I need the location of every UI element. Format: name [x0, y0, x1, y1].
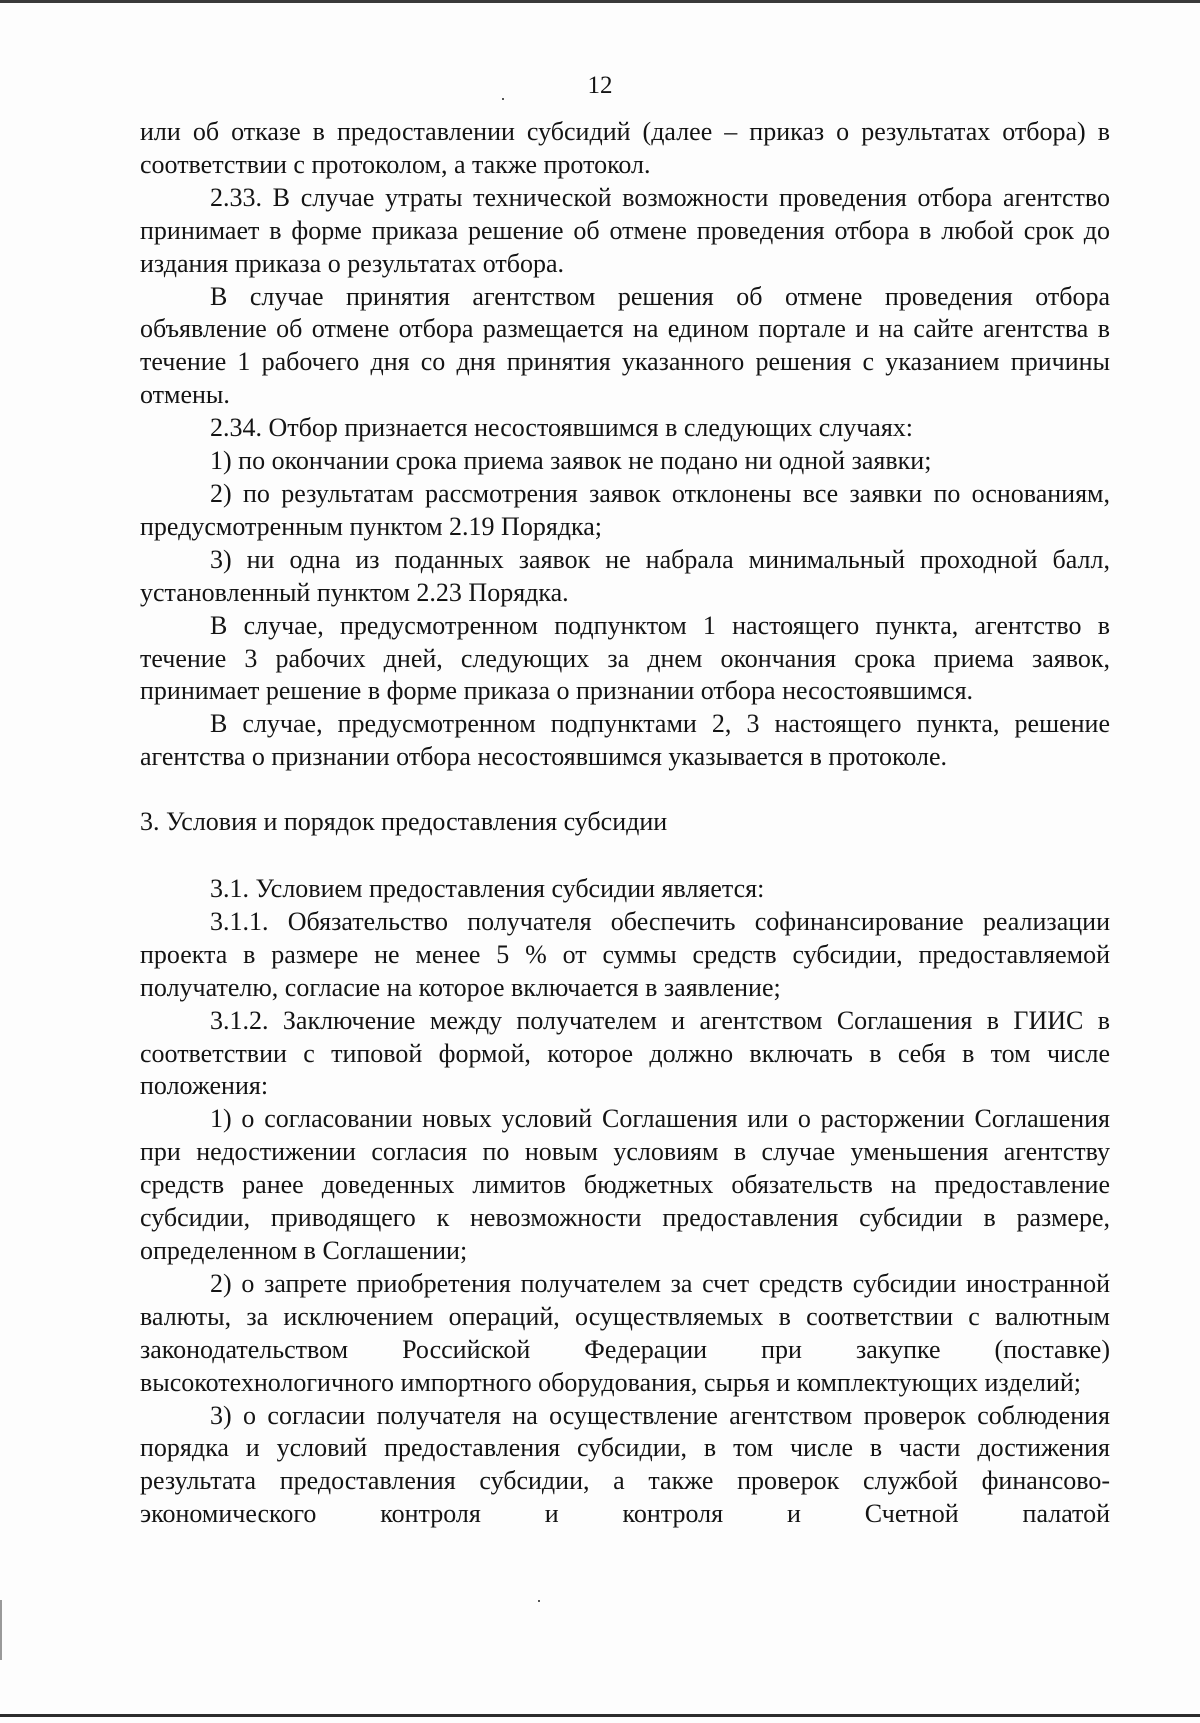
scan-speck — [538, 1600, 540, 1602]
paragraph-3-1: 3.1. Условием предоставления субсидии является: — [210, 874, 765, 904]
section-heading: 3. Условия и порядок предоставления субсидии — [140, 807, 668, 837]
list-item: 3) о согласии получателя на осуществление агентством проверок соблюдения порядка и условий предоставления субсидии, в том числе в части достижения результата предоставления субсидии, а также проверок службой финансово-экономического контроля и контроля и Счетной палатой — [140, 1400, 1110, 1529]
scan-left-edge — [0, 1600, 2, 1660]
scan-bottom-edge — [0, 1714, 1200, 1717]
list-item: 2) по результатам рассмотрения заявок отклонены все заявки по основаниям, предусмотренным пунктом 2.19 Порядка; — [140, 478, 1110, 541]
paragraph: В случае, предусмотренном подпунктом 1 настоящего пункта, агентство в течение 3 рабочих дней, следующих за днем окончания срока приема заявок, принимает решение в форме приказа о признании отбора несостоявшимся. — [140, 610, 1110, 706]
document-body — [140, 116, 1110, 1531]
list-item: 2) о запрете приобретения получателем за счет средств субсидии иностранной валюты, за исключением операций, осуществляемых в соответствии с валютным законодательством Российской Федерации при закупке (поставке) высокотехнологичного импортного оборудования, сырья и комплектующих изделий; — [140, 1268, 1110, 1397]
paragraph: В случае, предусмотренном подпунктами 2, 3 настоящего пункта, решение агентства о признании отбора несостоявшимся указывается в протоколе. — [140, 709, 1110, 772]
list-item: 1) о согласовании новых условий Соглашения или о расторжении Соглашения при недостижении согласия по новым условиям в случае уменьшения агентству средств ранее доведенных лимитов бюджетных обязательств на предоставление субсидии, приводящего к невозможности предоставления субсидии в размере, определенном в Соглашении; — [140, 1104, 1110, 1265]
scan-top-edge — [0, 0, 1200, 3]
list-item: 1) по окончании срока приема заявок не подано ни одной заявки; — [210, 446, 932, 476]
paragraph-2-34: 2.34. Отбор признается несостоявшимся в следующих случаях: — [210, 413, 914, 443]
paragraph: или об отказе в предоставлении субсидий (далее – приказ о результатах отбора) в соответствии с протоколом, а также протокол. — [140, 117, 1110, 179]
paragraph-3-1-1: 3.1.1. Обязательство получателя обеспечить софинансирование реализации проекта в размере не менее 5 % от суммы средств субсидии, предоставляемой получателю, согласие на которое включается в заявление; — [140, 906, 1110, 1002]
paragraph: В случае принятия агентством решения об отмене проведения отбора объявление об отмене отбора размещается на едином портале и на сайте агентства в течение 1 рабочего дня со дня принятия указанного решения с указанием причины отмены. — [140, 281, 1110, 410]
paragraph-2-33: 2.33. В случае утраты технической возможности проведения отбора агентство принимает в форме приказа решение об отмене проведения отбора в любой срок до издания приказа о результатах отбора. — [140, 182, 1110, 278]
list-item: 3) ни одна из поданных заявок не набрала минимальный проходной балл, установленный пунктом 2.23 Порядка. — [140, 544, 1110, 607]
page-number: 12 — [587, 72, 613, 99]
paragraph-3-1-2: 3.1.2. Заключение между получателем и агентством Соглашения в ГИИС в соответствии с типовой формой, которое должно включать в себя в том числе положения: — [140, 1005, 1110, 1101]
